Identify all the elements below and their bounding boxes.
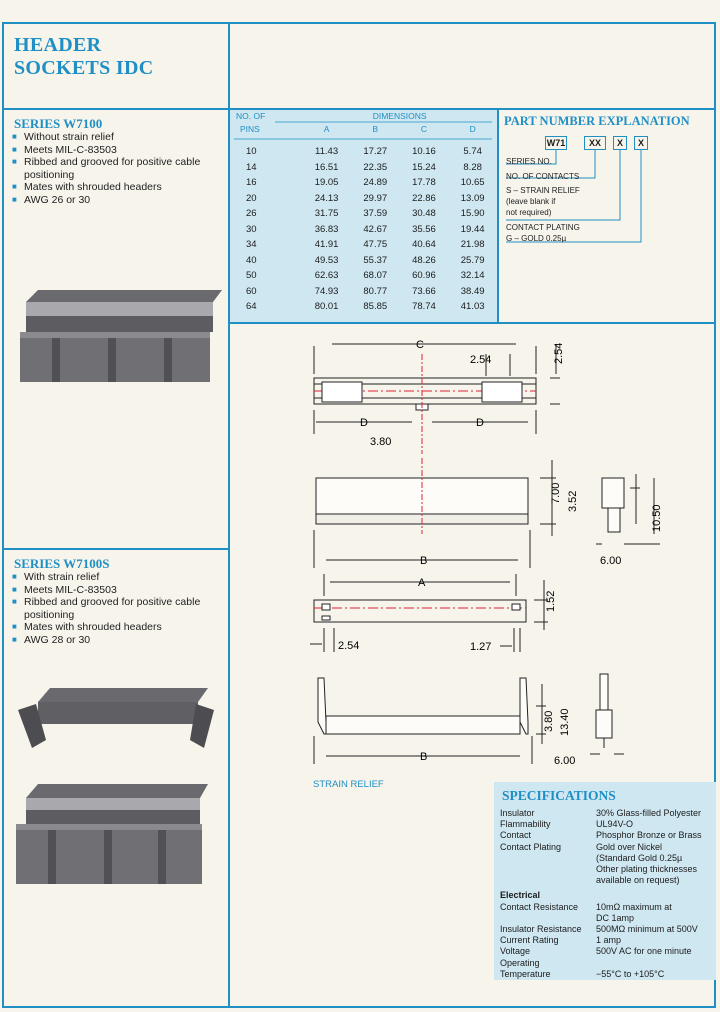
feature-item: ■ Ribbed and grooved for positive cable positioning	[12, 596, 222, 621]
socket-photo-strain	[8, 680, 222, 890]
dim-cell-pins: 34	[246, 239, 257, 251]
spec-key: Contact	[500, 830, 532, 841]
series-w7100-features	[12, 131, 222, 206]
dim-cell-b: 68.07	[363, 270, 388, 282]
col-head-a: A	[323, 124, 330, 134]
pn-label-strain: S – STRAIN RELIEF	[506, 186, 580, 195]
dim-cell-a: 19.05	[314, 177, 339, 189]
dim-cell-pins: 60	[246, 285, 257, 297]
dim-cell-c: 22.86	[412, 192, 436, 204]
label-v600b: 6.00	[554, 755, 576, 767]
series-w7100s-title: SERIES W7100S	[14, 556, 110, 571]
dim-cell-pins: 40	[246, 254, 257, 266]
dim-cell-a: 41.91	[314, 239, 339, 251]
dim-cell-c: 78.74	[412, 301, 436, 313]
dim-cell-d: 38.49	[460, 285, 485, 297]
spec-value: available on request)	[596, 875, 680, 886]
label-dim-b: B	[420, 555, 428, 567]
dim-cell-b: 17.27	[363, 146, 388, 158]
pn-label-series: SERIES NO.	[506, 157, 552, 166]
dim-cell-pins: 50	[246, 270, 257, 282]
spec-value: −55°C to +105°C	[596, 968, 665, 979]
dim-cell-b: 55.37	[363, 254, 388, 266]
technical-drawing	[230, 324, 716, 780]
page-title: HEADER SOCKETS IDC	[14, 34, 154, 79]
dim-cell-d: 41.03	[460, 301, 485, 313]
series-w7100s-features	[12, 571, 222, 646]
dim-cell-d: 15.90	[460, 208, 485, 220]
spec-key: Insulator	[500, 808, 535, 818]
spec-value: 1 amp	[596, 935, 622, 946]
dim-cell-pins: 14	[246, 161, 257, 173]
dim-row	[230, 144, 497, 160]
dim-cell-d: 21.98	[460, 239, 485, 251]
pn-label-strain-note1: (leave blank if	[506, 197, 556, 206]
dim-row	[230, 191, 497, 207]
dim-cell-b: 29.97	[363, 192, 388, 204]
spec-key: Voltage	[500, 946, 531, 957]
specifications-panel	[494, 782, 716, 980]
pn-box-strain: X	[613, 136, 627, 150]
dim-cell-c: 73.66	[412, 285, 436, 297]
dim-cell-d: 25.79	[460, 254, 485, 266]
label-dim-b-strain: B	[420, 751, 428, 763]
dim-cell-a: 31.75	[314, 208, 339, 220]
col-head-pins-2: PINS	[240, 124, 260, 134]
col-head-d: D	[469, 124, 476, 134]
feature-item: ■ Meets MIL-C-83503	[12, 144, 222, 157]
dim-cell-c: 40.64	[412, 239, 436, 251]
col-head-dimensions: DIMENSIONS	[372, 111, 427, 121]
label-v152: 1.52	[545, 590, 557, 612]
spec-value: UL94V-O	[596, 819, 634, 830]
spec-value: 30% Glass-filled Polyester	[596, 808, 702, 818]
label-dim-d-left: D	[360, 417, 368, 429]
col-head-b: B	[372, 124, 379, 134]
dim-cell-c: 15.24	[412, 161, 436, 173]
spec-key: Flammability	[500, 819, 551, 830]
dim-cell-pins: 10	[246, 146, 257, 158]
dim-cell-d: 32.14	[460, 270, 485, 282]
label-dim-a: A	[418, 577, 426, 589]
dim-cell-a: 49.53	[314, 254, 339, 266]
dim-cell-c: 17.78	[412, 177, 436, 189]
label-v127: 1.27	[470, 641, 492, 653]
dim-row	[230, 160, 497, 176]
dim-cell-b: 47.75	[363, 239, 388, 251]
spec-key: Insulator Resistance	[500, 924, 582, 934]
dim-cell-b: 85.85	[363, 301, 388, 313]
dim-cell-d: 10.65	[460, 177, 485, 189]
dimensions-table	[230, 110, 497, 322]
label-v352: 3.52	[567, 490, 579, 512]
dim-cell-pins: 16	[246, 177, 257, 189]
label-dim-c: C	[416, 339, 424, 351]
dim-row	[230, 175, 497, 191]
label-v700: 7.00	[550, 482, 562, 504]
label-v380: 3.80	[370, 436, 392, 448]
dim-row	[230, 206, 497, 222]
divider-left-top	[2, 108, 228, 110]
spec-key: Contact Resistance	[500, 901, 579, 912]
spec-value: (Standard Gold 0.25µ	[596, 852, 683, 863]
feature-item: ■ With strain relief	[12, 571, 222, 584]
spec-value: 500V AC for one minute	[596, 946, 692, 957]
spec-value: Other plating thicknesses	[596, 864, 698, 874]
divider-left-mid	[2, 548, 228, 550]
divider-mid	[497, 108, 499, 324]
dim-cell-a: 62.63	[314, 270, 339, 282]
dim-cell-b: 37.59	[363, 208, 388, 220]
dim-row	[230, 268, 497, 284]
feature-item: ■ Mates with shrouded headers	[12, 181, 222, 194]
label-v1340: 13.40	[559, 708, 571, 736]
dim-cell-c: 48.26	[412, 254, 436, 266]
spec-value: Gold over Nickel	[596, 841, 663, 852]
feature-item: ■ Ribbed and grooved for positive cable positioning	[12, 156, 222, 181]
dim-cell-pins: 20	[246, 192, 257, 204]
label-v254: 2.54	[553, 342, 565, 364]
dim-cell-d: 8.28	[463, 161, 482, 173]
side-view	[314, 458, 660, 568]
dim-row	[230, 253, 497, 269]
dim-cell-a: 24.13	[314, 192, 339, 204]
dim-cell-b: 42.67	[363, 223, 388, 235]
label-v1050: 10.50	[651, 504, 663, 532]
dim-row	[230, 299, 497, 315]
label-pitch-254b: 2.54	[338, 640, 360, 652]
dim-cell-a: 11.43	[315, 146, 339, 158]
dim-cell-d: 13.09	[460, 192, 485, 204]
part-number-title: PART NUMBER EXPLANATION	[504, 114, 690, 128]
series-w7100-title: SERIES W7100	[14, 116, 103, 131]
feature-item: ■ AWG 28 or 30	[12, 634, 222, 647]
dim-cell-c: 35.56	[412, 223, 436, 235]
pn-label-plating: CONTACT PLATING	[506, 223, 580, 232]
spec-key: Temperature	[500, 968, 551, 979]
dim-cell-b: 80.77	[363, 285, 388, 297]
feature-item: ■ Meets MIL-C-83503	[12, 584, 222, 597]
spec-key: Contact Plating	[500, 841, 562, 852]
col-head-c: C	[420, 124, 428, 134]
dim-cell-a: 16.51	[314, 161, 339, 173]
pn-label-contacts: NO. OF CONTACTS	[506, 172, 580, 181]
dim-cell-a: 74.93	[314, 285, 339, 297]
dim-cell-a: 80.01	[314, 301, 339, 313]
socket-photo-top	[8, 268, 222, 388]
dim-cell-d: 5.74	[463, 146, 482, 158]
dim-cell-a: 36.83	[314, 223, 339, 235]
col-head-pins: NO. OF	[236, 111, 266, 121]
pn-box-plating: X	[634, 136, 648, 150]
dim-cell-b: 24.89	[363, 177, 388, 189]
dim-row	[230, 222, 497, 238]
spec-value: DC 1amp	[596, 912, 635, 923]
dim-cell-pins: 26	[246, 208, 257, 220]
dim-cell-pins: 30	[246, 223, 257, 235]
specifications-title: SPECIFICATIONS	[502, 788, 616, 803]
dim-cell-b: 22.35	[363, 161, 388, 173]
spec-value: 500MΩ minimum at 500V	[596, 924, 698, 934]
strain-relief-caption: STRAIN RELIEF	[313, 779, 384, 790]
top-view	[314, 344, 560, 454]
feature-item: ■ Mates with shrouded headers	[12, 621, 222, 634]
spec-electrical-heading: Electrical	[500, 890, 541, 901]
feature-item: ■ AWG 26 or 30	[12, 194, 222, 207]
label-pitch-254: 2.54	[470, 354, 492, 366]
feature-item: ■ Without strain relief	[12, 131, 222, 144]
dim-cell-c: 60.96	[412, 270, 436, 282]
label-v600: 6.00	[600, 555, 622, 567]
spec-value: 10mΩ maximum at	[596, 901, 672, 912]
dim-cell-pins: 64	[246, 301, 257, 313]
dim-row	[230, 237, 497, 253]
dimensions-header-rule	[230, 110, 497, 140]
label-v380b: 3.80	[543, 710, 555, 732]
spec-key: Operating	[500, 957, 540, 968]
pn-box-series: W71	[546, 138, 566, 148]
dim-cell-c: 30.48	[412, 208, 436, 220]
pn-label-gold: G – GOLD 0.25µ	[506, 234, 567, 243]
dim-cell-d: 19.44	[460, 223, 485, 235]
label-dim-d-right: D	[476, 417, 484, 429]
dim-row	[230, 284, 497, 300]
strain-side-view	[314, 674, 624, 764]
spec-value: Phosphor Bronze or Brass	[596, 830, 702, 841]
pn-label-strain-note2: not required)	[506, 208, 552, 217]
spec-key: Current Rating	[500, 935, 559, 946]
pn-box-contacts: XX	[584, 136, 606, 150]
dim-cell-c: 10.16	[412, 146, 436, 158]
